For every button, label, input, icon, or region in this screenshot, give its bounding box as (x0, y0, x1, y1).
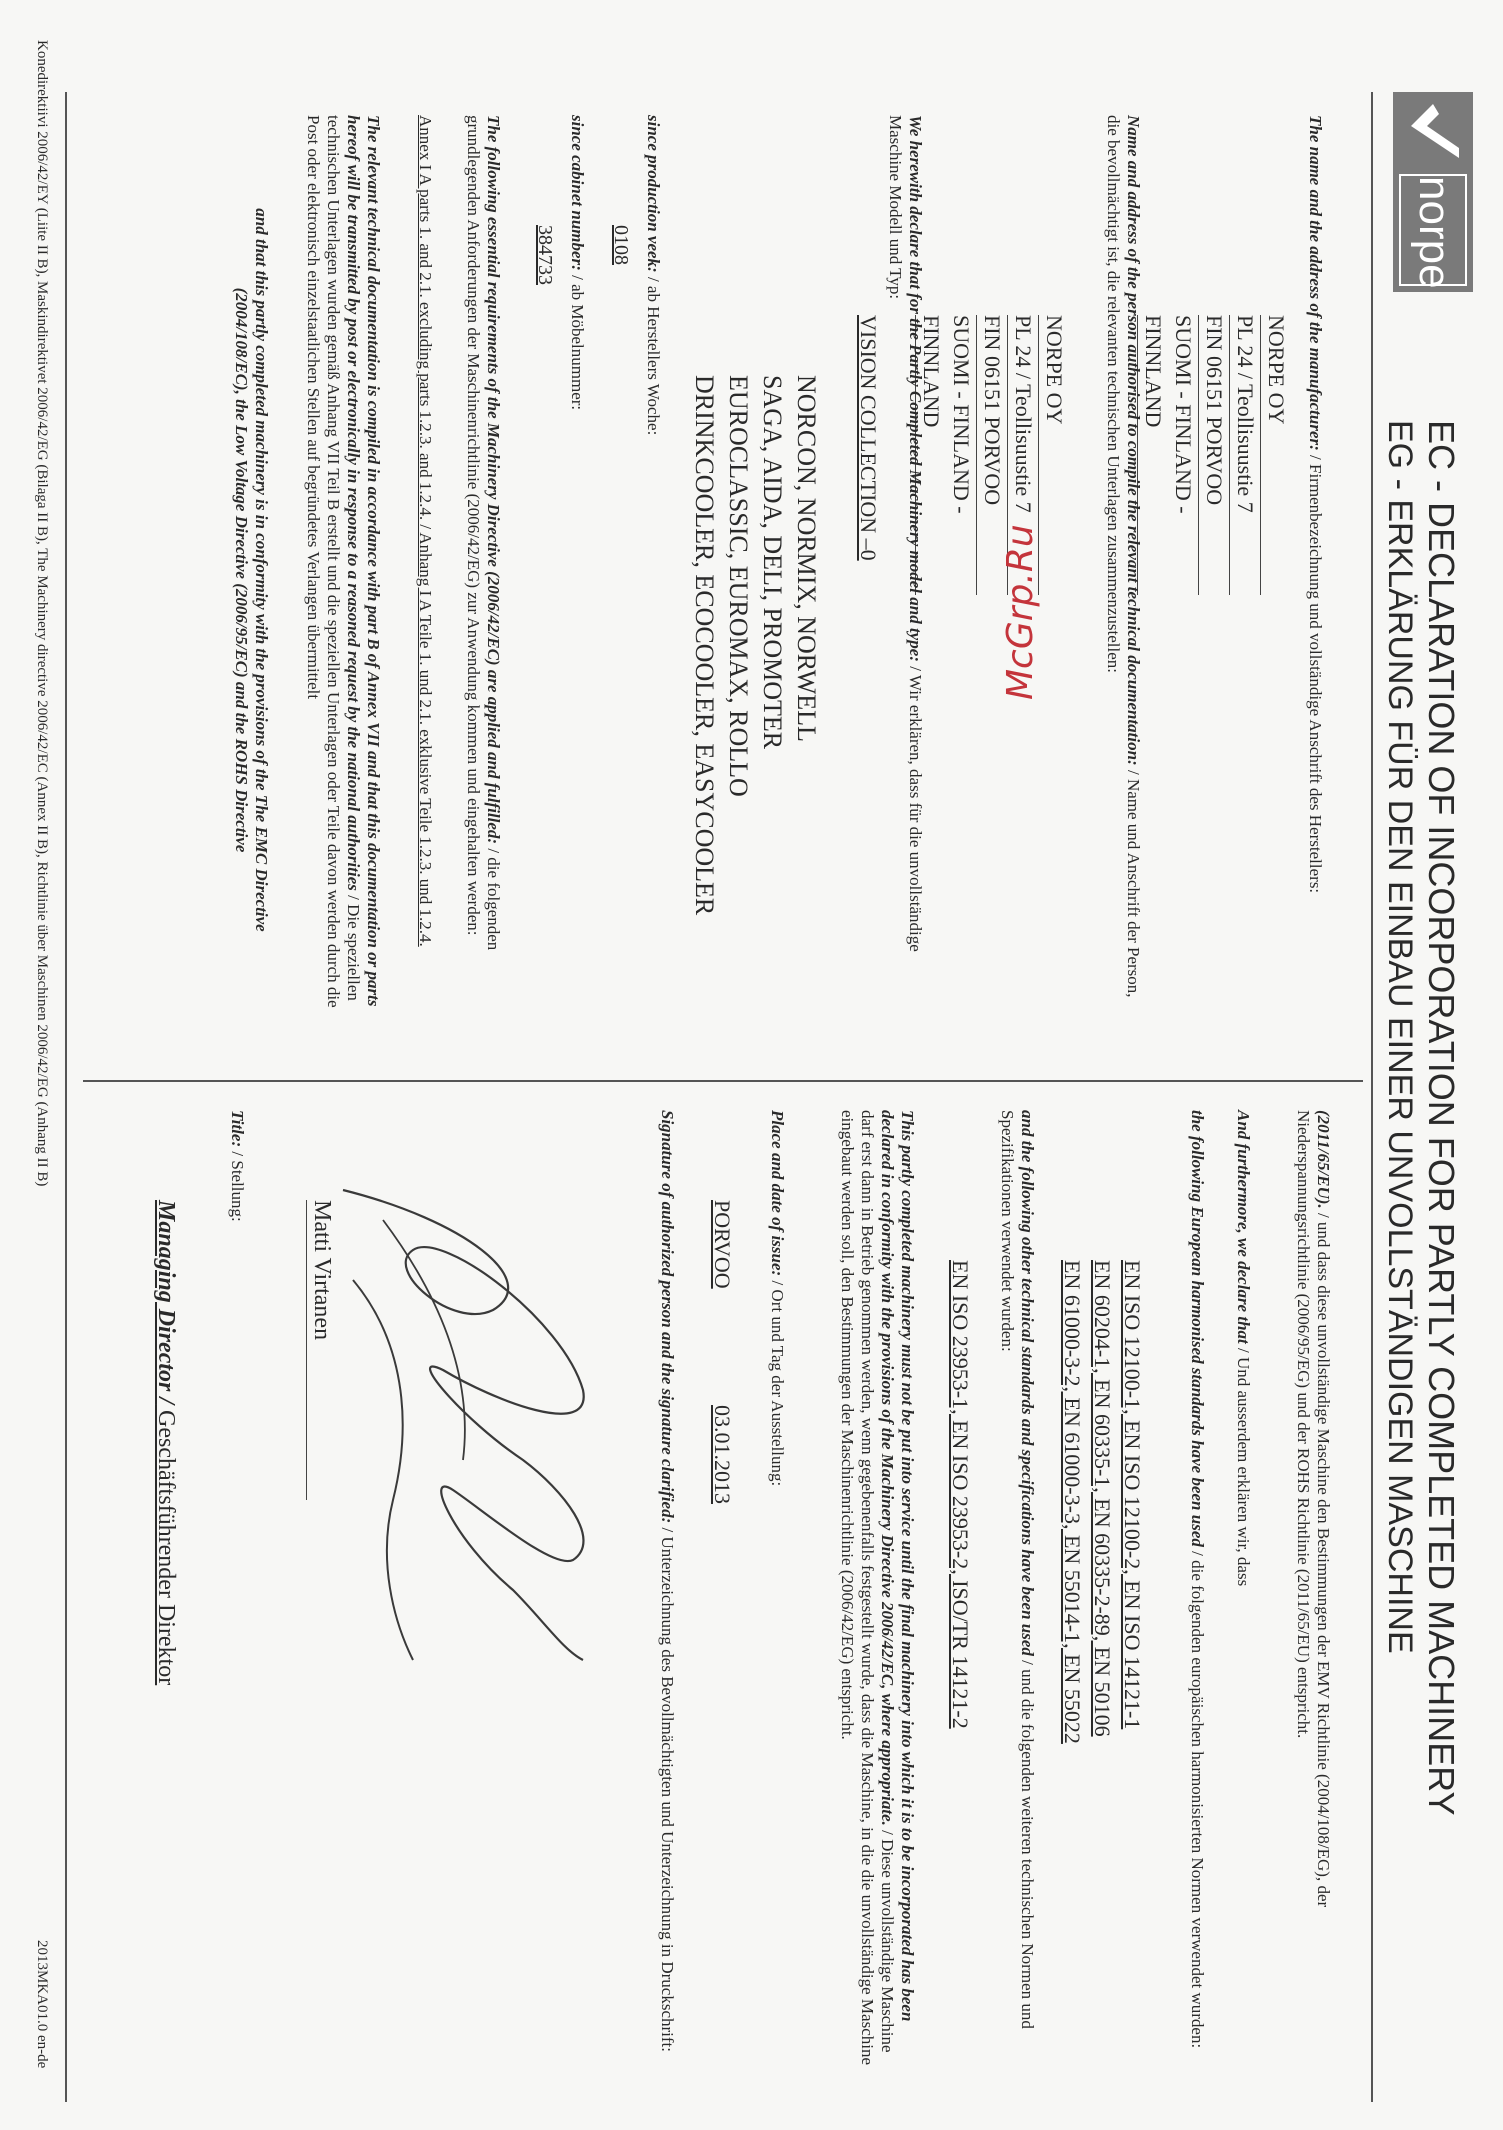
authorised-address (915, 315, 1069, 615)
annex-text: Annex I A parts 1. and 2.1. excluding parts 1.2.3. and 1.2.4. / Anhang I A Teile 1. und 2.1. exklusive Teile 1.2.3. und 1.2.4. (416, 115, 435, 947)
place-value: PORVOO (710, 1200, 735, 1289)
footer-document-code: 2013MKA01.0 en-de (34, 1940, 50, 2069)
date-value: 03.01.2013 (710, 1405, 735, 1504)
final-machinery-text: This partly completed machinery must not be put into service until the final machinery into which it is to be incorporated has been declared in conformity with the provisions of the Machinery Directive 2006/42/EC, where appropriate. / Diese unvollständige Maschine darf erst dann in Betrieb genommen werden, wenn gegebenenfalls festgestellt wurde, dass die Maschine, in die die unvollständige Maschine eingebaut werden soll, den Bestimmungen der Maschinenrichtlinie (2006/42/EG) entspricht. (838, 1110, 917, 2066)
signer-name: Matti Virtanen (306, 1200, 337, 1500)
handwritten-signature-icon (313, 1160, 643, 1680)
authorised-label: Name and address of the person authorised to compile the relevant technical documentation: / Name und Anschrift der Person, die bevollmächtigt ist, die relevanten technischen Unterlagen zusammenzustellen: (1104, 115, 1143, 998)
chevron-logo-icon (1393, 92, 1473, 172)
list-item: DRINKCOOLER, ECOCOOLER, EASYCOOLER (690, 375, 719, 916)
other-standards: EN ISO 23953-1, EN ISO 23953-2, ISO/TR 14121-2 (948, 1260, 973, 1729)
harmonised-standards (1057, 1260, 1147, 2060)
harmonised-label: the following European harmonised standards have been used / die folgenden europäischen harmonisierten Normen verwendet wurden: (1188, 1110, 1207, 2049)
production-week-value: 0108 (610, 225, 632, 265)
logo-wordmark: norpe (1399, 174, 1467, 286)
address-line: PL 24 / Teollisuustie 7 (1007, 315, 1038, 595)
title-en: EC - DECLARATION OF INCORPORATION FOR PARTLY COMPLETED MACHINERY (1421, 420, 1462, 1816)
address-line: FIN 06151 PORVOO (976, 315, 1007, 595)
emc-text: (2011/65/EU). / und dass diese unvollständige Maschine den Bestimmungen der EMV Richtlinie (2004/108/EG), der Niederspannungsrichtlinie (2006/95/EG) und der ROHS Richtlinie (2011/65/EU) entspricht. (1294, 1110, 1333, 1908)
watermark-text: McGrp.Ru (1000, 524, 1041, 700)
furthermore-text: And furthermore, we declare that / Und ausserdem erklären wir, dass (1234, 1110, 1253, 1587)
address-line: SUOMI - FINLAND - FINNLAND (1137, 315, 1198, 595)
norpe-logo (1393, 92, 1473, 292)
address-line: NORPE OY (1038, 315, 1069, 595)
footer-divider (65, 92, 67, 2102)
address-line: NORPE OY (1260, 315, 1291, 595)
model-label: We herewith declare that for the Partly Completed Machinery model and type: / Wir erklären, dass für die unvollständige Maschine Modell und Typ: (886, 115, 925, 952)
conformity-text: and that this partly completed machinery is in conformity with the provisions of the The EMC Directive (2004/108/EC), the Low Voltage Directive (2006/95/EC) and the ROHS Directive (232, 208, 271, 932)
standards-line: EN 60204-1, EN 60335-1, EN 60335-2-89, EN 50106 (1090, 1260, 1115, 1737)
address-line: FIN 06151 PORVOO (1198, 315, 1229, 595)
standards-line: EN ISO 12100-1, EN ISO 12100-2, EN ISO 14121-1 (1120, 1260, 1145, 1730)
footer-text: Konedirektiivi 2006/42/EY (Liite II B), Maskindirektivet 2006/42/EG (Bilaga II B), The Machinery directive 2006/42/EC (Annex II B), Richtlinie über Maschinen 2006/42/EG (Anhang II B) (34, 40, 50, 1187)
title-de: EG - ERKLÄRUNG FÜR DEN EINBAU EINER UNVOLLSTÄNDIGEN MASCHINE (1381, 420, 1419, 1654)
model-list (687, 375, 823, 1025)
list-item: SAGA, AIDA, DELI, PROMOTER (758, 375, 787, 750)
manufacturer-address (1137, 315, 1291, 615)
title-value: Managing Director / Geschäftsführender Direktor (153, 1200, 179, 1686)
standards-line: EN 61000-3-2, EN 61000-3-3, EN 55014-1, EN 55022 (1060, 1260, 1085, 1744)
header-divider (1371, 92, 1373, 2102)
other-standards-label: and the following other technical standards and specifications have been used / und die folgenden weiteren technischen Normen und Spezifikationen verwendet wurden: (998, 1110, 1037, 2029)
title-label: Title: / Stellung: (228, 1110, 247, 1222)
model-name: VISION COLLECTION –0 (856, 315, 881, 561)
requirements-text: The following essential requirements of the Machinery Directive (2006/42/EC) are applied and fulfilled: / die folgenden grundlegenden Anforderungen der Maschinenrichtlinie (2006/42/EG) zur Anwendung kommen und eingehalten werden: (464, 115, 503, 951)
list-item: EUROCLASSIC, EUROMAX, ROLLO (724, 375, 753, 797)
manufacturer-label: The name and the address of the manufacturer: / Firmenbezeichnung und vollständige Anschrift des Herstellers: (1306, 115, 1325, 894)
column-divider (83, 1080, 1363, 1082)
address-line: PL 24 / Teollisuustie 7 (1229, 315, 1260, 595)
cabinet-number-label: since cabinet number: / ab Möbelnummer: (568, 115, 587, 411)
list-item: NORCON, NORMIX, NORWELL (792, 375, 821, 742)
address-line: SUOMI - FINLAND - FINNLAND (915, 315, 976, 595)
production-week-label: since production veek: / ab Herstellers Woche: (644, 115, 663, 436)
cabinet-number-value: 384733 (534, 225, 556, 285)
place-label: Place and date of issue: / Ort und Tag der Ausstellung: (768, 1110, 787, 1487)
documentation-text: The relevant technical documentation is compiled in accordance with part B of Annex VII and that this documentation or parts hereof will be transmitted by post or electronically in response to a reasoned request by the national authorities / Die speziellen technischen Unterlagen wurden gemäß Anhang VII Teil B erstellt und die speziellen Unterlagen oder Teile davon werden durch die Post oder elektronisch einzelstaatlichen Stellen auf begründetes Verlangen übermittelt (304, 115, 383, 1008)
signature-label: Signature of authorized person and the signature clarified: / Unterzeichnung des Bevollmächtigten und Unterzeichnung in Druckschrift: (658, 1110, 677, 2053)
